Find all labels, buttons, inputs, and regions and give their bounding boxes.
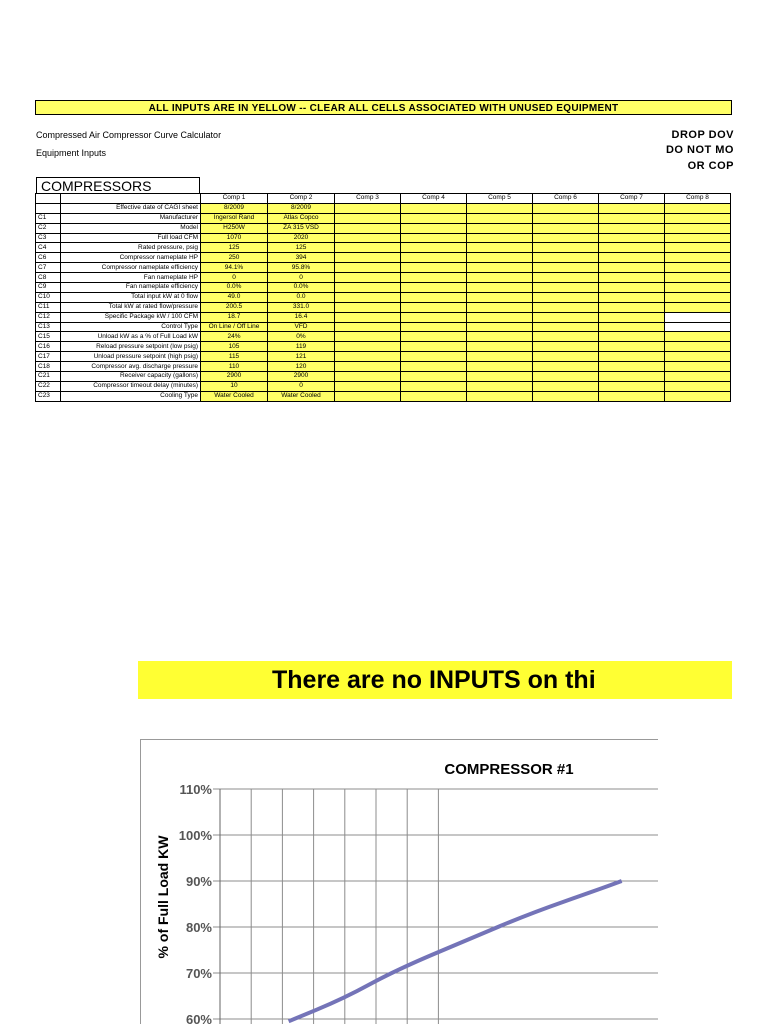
row-code: C10	[36, 292, 61, 302]
comp7-input[interactable]	[599, 273, 665, 283]
table-row	[36, 302, 731, 312]
chart-y-tick-label: 80%	[185, 920, 212, 935]
right-note-1: DROP DOV	[671, 129, 734, 141]
table-row	[36, 322, 731, 332]
row-code: C18	[36, 362, 61, 372]
comp4-input[interactable]	[401, 312, 467, 322]
comp4-input[interactable]	[401, 391, 467, 401]
comp4-input[interactable]	[401, 342, 467, 352]
no-inputs-notice: There are no INPUTS on thi	[138, 661, 732, 699]
comp8-input[interactable]	[665, 332, 731, 342]
row-label: Effective date of CAGI sheet	[61, 203, 201, 213]
comp8-input[interactable]	[665, 292, 731, 302]
comp1-input[interactable]: 2900	[201, 372, 268, 382]
table-row	[36, 342, 731, 352]
row-code: C16	[36, 342, 61, 352]
table-row	[36, 213, 731, 223]
comp4-input[interactable]	[401, 223, 467, 233]
right-note-2: DO NOT MO	[665, 144, 734, 156]
comp3-input[interactable]	[335, 283, 401, 293]
row-code: C22	[36, 381, 61, 391]
comp1-input[interactable]: 0.0%	[201, 283, 268, 293]
comp3-input[interactable]	[335, 203, 401, 213]
row-label: Receiver capacity (gallons)	[61, 372, 201, 382]
column-header: Comp 7	[599, 194, 665, 204]
comp2-input[interactable]: 2020	[268, 233, 335, 243]
comp6-input[interactable]	[533, 203, 599, 213]
comp2-input[interactable]: VFD	[268, 322, 335, 332]
row-code: C23	[36, 391, 61, 401]
comp3-input[interactable]	[335, 213, 401, 223]
comp8-input[interactable]	[665, 302, 731, 312]
comp5-input[interactable]	[467, 283, 533, 293]
comp5-input[interactable]	[467, 372, 533, 382]
table-row	[36, 292, 731, 302]
comp4-input[interactable]	[401, 203, 467, 213]
row-label: Compressor nameplate HP	[61, 253, 201, 263]
comp7-input[interactable]	[599, 312, 665, 322]
comp4-input[interactable]	[401, 302, 467, 312]
table-row	[36, 223, 731, 233]
comp1-input[interactable]: 18.7	[201, 312, 268, 322]
comp2-input[interactable]: 125	[268, 243, 335, 253]
comp5-input[interactable]	[467, 362, 533, 372]
comp7-input[interactable]	[599, 322, 665, 332]
comp6-input[interactable]	[533, 352, 599, 362]
row-code: C2	[36, 223, 61, 233]
comp6-input[interactable]	[533, 322, 599, 332]
comp2-input[interactable]: 120	[268, 362, 335, 372]
equipment-inputs-label: Equipment Inputs	[36, 148, 107, 158]
row-label: Compressor avg. discharge pressure	[61, 362, 201, 372]
comp4-input[interactable]	[401, 283, 467, 293]
row-label: Fan nameplate efficiency	[61, 283, 201, 293]
comp4-input[interactable]	[401, 372, 467, 382]
comp3-input[interactable]	[335, 362, 401, 372]
comp3-input[interactable]	[335, 312, 401, 322]
comp7-input[interactable]	[599, 381, 665, 391]
column-header: Comp 6	[533, 194, 599, 204]
comp6-input[interactable]	[533, 342, 599, 352]
comp6-input[interactable]	[533, 263, 599, 273]
comp2-input[interactable]: 16.4	[268, 312, 335, 322]
comp3-input[interactable]	[335, 391, 401, 401]
row-label: Unload kW as a % of Full Load kW	[61, 332, 201, 342]
chart-y-tick-label: 70%	[185, 966, 212, 981]
comp3-input[interactable]	[335, 233, 401, 243]
comp8-input[interactable]	[665, 283, 731, 293]
comp3-input[interactable]	[335, 292, 401, 302]
comp1-input[interactable]: 10	[201, 381, 268, 391]
column-header: Comp 3	[335, 194, 401, 204]
inputs-banner: ALL INPUTS ARE IN YELLOW -- CLEAR ALL CELLS ASSOCIATED WITH UNUSED EQUIPMENT	[35, 100, 732, 115]
row-code: C17	[36, 352, 61, 362]
comp3-input[interactable]	[335, 302, 401, 312]
table-row	[36, 372, 731, 382]
calculator-title: Compressed Air Compressor Curve Calculator	[36, 130, 222, 140]
comp5-input[interactable]	[467, 263, 533, 273]
comp2-input[interactable]: 0	[268, 273, 335, 283]
row-label: Model	[61, 223, 201, 233]
comp8-input[interactable]	[665, 352, 731, 362]
chart-svg	[141, 740, 658, 1024]
comp2-input[interactable]: 0.0	[268, 292, 335, 302]
comp4-input[interactable]	[401, 233, 467, 243]
comp8-input[interactable]	[665, 372, 731, 382]
comp8-input[interactable]	[665, 203, 731, 213]
comp5-input[interactable]	[467, 332, 533, 342]
comp1-input[interactable]: 115	[201, 352, 268, 362]
row-label: Unload pressure setpoint (high psig)	[61, 352, 201, 362]
comp2-input[interactable]: 331.0	[268, 302, 335, 312]
comp4-input[interactable]	[401, 273, 467, 283]
comp4-input[interactable]	[401, 263, 467, 273]
comp3-input[interactable]	[335, 322, 401, 332]
table-row	[36, 352, 731, 362]
row-code: C9	[36, 283, 61, 293]
table-row	[36, 243, 731, 253]
comp4-input[interactable]	[401, 362, 467, 372]
row-label: Specific Package kW / 100 CFM	[61, 312, 201, 322]
table-row	[36, 273, 731, 283]
comp6-input[interactable]	[533, 283, 599, 293]
row-label: Compressor timeout delay (minutes)	[61, 381, 201, 391]
comp4-input[interactable]	[401, 381, 467, 391]
comp1-input[interactable]: 250	[201, 253, 268, 263]
chart-y-tick-label: 90%	[185, 874, 212, 889]
comp2-input[interactable]: 0	[268, 381, 335, 391]
comp1-input[interactable]: Ingersol Rand	[201, 213, 268, 223]
comp3-input[interactable]	[335, 223, 401, 233]
comp4-input[interactable]	[401, 352, 467, 362]
comp2-input[interactable]: Atlas Copco	[268, 213, 335, 223]
comp2-input[interactable]: ZA 315 VSD	[268, 223, 335, 233]
table-row	[36, 283, 731, 293]
comp1-input[interactable]: 8/2009	[201, 203, 268, 213]
table-row	[36, 362, 731, 372]
comp3-input[interactable]	[335, 332, 401, 342]
comp5-input[interactable]	[467, 213, 533, 223]
comp8-input[interactable]	[665, 233, 731, 243]
comp7-input[interactable]	[599, 332, 665, 342]
comp8-input[interactable]	[665, 273, 731, 283]
comp1-input[interactable]: 24%	[201, 332, 268, 342]
comp1-input[interactable]: On Line / Off Line	[201, 322, 268, 332]
row-code: C7	[36, 263, 61, 273]
comp4-input[interactable]	[401, 292, 467, 302]
table-row	[36, 263, 731, 273]
comp6-input[interactable]	[533, 312, 599, 322]
comp7-input[interactable]	[599, 352, 665, 362]
row-label: Rated pressure, psig	[61, 243, 201, 253]
column-header: Comp 8	[665, 194, 731, 204]
comp7-input[interactable]	[599, 283, 665, 293]
comp2-input[interactable]: Water Cooled	[268, 391, 335, 401]
chart-y-tick-label: 100%	[178, 828, 212, 843]
comp6-input[interactable]	[533, 372, 599, 382]
comp7-input[interactable]	[599, 372, 665, 382]
column-header: Comp 1	[201, 194, 268, 204]
comp6-input[interactable]	[533, 243, 599, 253]
comp6-input[interactable]	[533, 223, 599, 233]
comp4-input[interactable]	[401, 253, 467, 263]
comp7-input[interactable]	[599, 292, 665, 302]
comp5-input[interactable]	[467, 292, 533, 302]
column-header: Comp 4	[401, 194, 467, 204]
comp5-input[interactable]	[467, 233, 533, 243]
comp4-input[interactable]	[401, 322, 467, 332]
comp8-input[interactable]	[665, 213, 731, 223]
comp1-input[interactable]: 0	[201, 273, 268, 283]
comp6-input[interactable]	[533, 391, 599, 401]
comp8-input[interactable]	[665, 243, 731, 253]
comp5-input[interactable]	[467, 273, 533, 283]
table-row	[36, 253, 731, 263]
comp8-input[interactable]	[665, 322, 731, 332]
comp1-input[interactable]: 1070	[201, 233, 268, 243]
comp6-input[interactable]	[533, 292, 599, 302]
comp2-input[interactable]: 0.0%	[268, 283, 335, 293]
comp7-input[interactable]	[599, 362, 665, 372]
chart-y-tick-label: 110%	[179, 782, 212, 797]
comp3-input[interactable]	[335, 342, 401, 352]
right-note-3: OR COP	[687, 160, 734, 172]
comp1-input[interactable]: 110	[201, 362, 268, 372]
comp3-input[interactable]	[335, 352, 401, 362]
table-row	[36, 391, 731, 401]
chart-y-tick-label: 60%	[185, 1012, 212, 1024]
comp7-input[interactable]	[599, 233, 665, 243]
comp7-input[interactable]	[599, 213, 665, 223]
table-row	[36, 233, 731, 243]
comp2-input[interactable]: 394	[268, 253, 335, 263]
comp2-input[interactable]: 2900	[268, 372, 335, 382]
comp3-input[interactable]	[335, 273, 401, 283]
comp6-input[interactable]	[533, 213, 599, 223]
comp1-input[interactable]: Water Cooled	[201, 391, 268, 401]
column-header: Comp 5	[467, 194, 533, 204]
row-label: Fan nameplate HP	[61, 273, 201, 283]
row-label: Control Type	[61, 322, 201, 332]
comp1-input[interactable]: H250W	[201, 223, 268, 233]
comp5-input[interactable]	[467, 342, 533, 352]
comp8-input[interactable]	[665, 391, 731, 401]
comp2-input[interactable]: 0%	[268, 332, 335, 342]
comp4-input[interactable]	[401, 332, 467, 342]
row-label: Total kW at rated flow/pressure	[61, 302, 201, 312]
comp3-input[interactable]	[335, 253, 401, 263]
comp8-input[interactable]	[665, 263, 731, 273]
row-label: Compressor nameplate efficiency	[61, 263, 201, 273]
compressor-chart	[140, 739, 658, 1024]
comp3-input[interactable]	[335, 243, 401, 253]
comp8-input[interactable]	[665, 253, 731, 263]
comp6-input[interactable]	[533, 302, 599, 312]
comp5-input[interactable]	[467, 223, 533, 233]
row-code: C11	[36, 302, 61, 312]
chart-title: COMPRESSOR #1	[444, 761, 574, 778]
chart-y-axis-label: % of Full Load KW	[155, 835, 171, 959]
header-row	[36, 194, 731, 204]
row-label: Manufacturer	[61, 213, 201, 223]
comp8-input[interactable]	[665, 342, 731, 352]
comp2-input[interactable]: 121	[268, 352, 335, 362]
comp7-input[interactable]	[599, 391, 665, 401]
comp8-input[interactable]	[665, 362, 731, 372]
column-header: Comp 2	[268, 194, 335, 204]
row-label: Full load CFM	[61, 233, 201, 243]
comp6-input[interactable]	[533, 381, 599, 391]
row-code: C4	[36, 243, 61, 253]
comp1-input[interactable]: 94.1%	[201, 263, 268, 273]
comp6-input[interactable]	[533, 332, 599, 342]
comp7-input[interactable]	[599, 243, 665, 253]
comp8-input[interactable]	[665, 381, 731, 391]
comp5-input[interactable]	[467, 322, 533, 332]
comp6-input[interactable]	[533, 233, 599, 243]
comp3-input[interactable]	[335, 381, 401, 391]
comp5-input[interactable]	[467, 381, 533, 391]
comp5-input[interactable]	[467, 302, 533, 312]
comp2-input[interactable]: 119	[268, 342, 335, 352]
row-code: C1	[36, 213, 61, 223]
comp6-input[interactable]	[533, 253, 599, 263]
row-code: C12	[36, 312, 61, 322]
comp1-input[interactable]: 105	[201, 342, 268, 352]
comp2-input[interactable]: 8/2009	[268, 203, 335, 213]
comp7-input[interactable]	[599, 223, 665, 233]
table-row	[36, 312, 731, 322]
comp5-input[interactable]	[467, 243, 533, 253]
row-label: Cooling Type	[61, 391, 201, 401]
compressor-table	[35, 193, 731, 402]
comp7-input[interactable]	[599, 263, 665, 273]
comp7-input[interactable]	[599, 203, 665, 213]
comp5-input[interactable]	[467, 203, 533, 213]
row-code: C6	[36, 253, 61, 263]
comp5-input[interactable]	[467, 391, 533, 401]
table-row	[36, 381, 731, 391]
comp8-input[interactable]	[665, 312, 731, 322]
comp7-input[interactable]	[599, 342, 665, 352]
comp5-input[interactable]	[467, 312, 533, 322]
comp1-input[interactable]: 200.5	[201, 302, 268, 312]
comp4-input[interactable]	[401, 213, 467, 223]
row-code	[36, 203, 61, 213]
comp6-input[interactable]	[533, 273, 599, 283]
row-code: C21	[36, 372, 61, 382]
row-code: C8	[36, 273, 61, 283]
comp4-input[interactable]	[401, 243, 467, 253]
comp3-input[interactable]	[335, 372, 401, 382]
row-code: C15	[36, 332, 61, 342]
comp5-input[interactable]	[467, 352, 533, 362]
chart-series-line	[289, 881, 622, 1021]
table-row	[36, 332, 731, 342]
row-code: C3	[36, 233, 61, 243]
comp3-input[interactable]	[335, 263, 401, 273]
comp1-input[interactable]: 49.0	[201, 292, 268, 302]
comp6-input[interactable]	[533, 362, 599, 372]
row-label: Reload pressure setpoint (low psig)	[61, 342, 201, 352]
section-title-compressors: COMPRESSORS	[36, 177, 200, 194]
comp7-input[interactable]	[599, 253, 665, 263]
comp8-input[interactable]	[665, 223, 731, 233]
comp1-input[interactable]: 125	[201, 243, 268, 253]
row-code: C13	[36, 322, 61, 332]
comp5-input[interactable]	[467, 253, 533, 263]
comp2-input[interactable]: 95.8%	[268, 263, 335, 273]
comp7-input[interactable]	[599, 302, 665, 312]
row-label: Total input kW at 0 flow	[61, 292, 201, 302]
table-row	[36, 203, 731, 213]
